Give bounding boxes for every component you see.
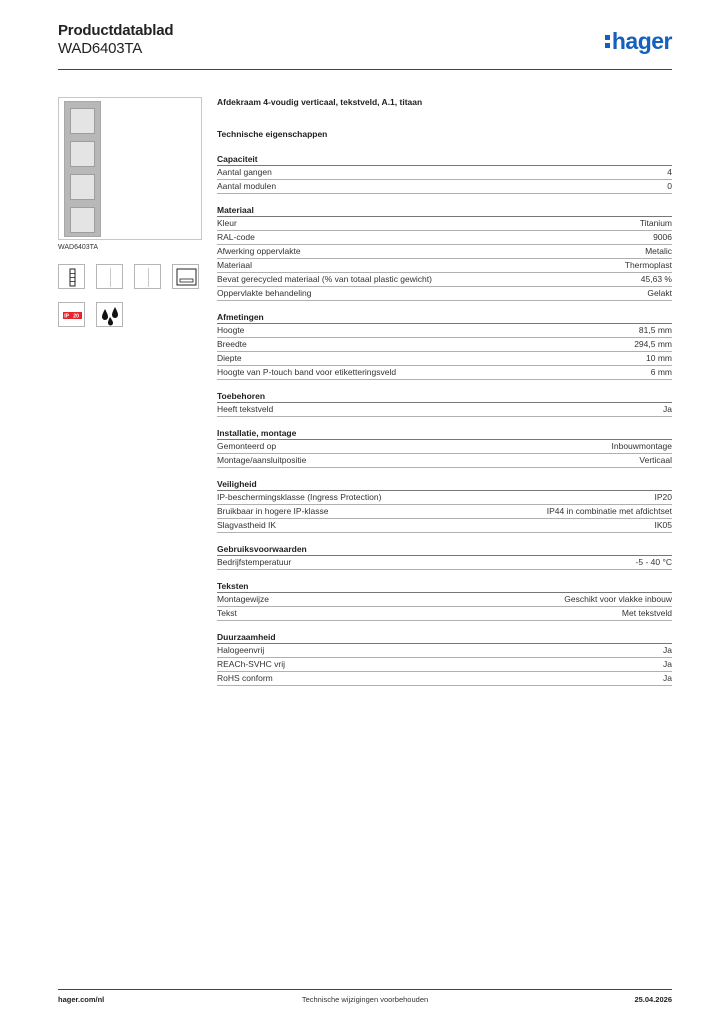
image-caption: WAD6403TA	[58, 244, 99, 251]
property-value: 6 mm	[650, 367, 672, 377]
property-row	[217, 273, 672, 287]
property-row	[217, 352, 672, 366]
section-title: Duurzaamheid	[217, 631, 672, 644]
property-row	[217, 519, 672, 533]
property-row	[217, 607, 672, 621]
section-title: Toebehoren	[217, 390, 672, 403]
property-sections	[217, 153, 672, 686]
logo-dots-icon	[605, 32, 611, 50]
property-section	[217, 153, 672, 194]
property-section	[217, 543, 672, 570]
blank-frame-icon	[134, 264, 161, 289]
property-value: Met tekstveld	[621, 608, 672, 618]
property-row	[217, 454, 672, 468]
property-label: Heeft tekstveld	[217, 404, 274, 414]
label-field-icon	[172, 264, 199, 289]
property-label: Aantal gangen	[217, 167, 272, 177]
property-row	[217, 231, 672, 245]
property-value: 294,5 mm	[634, 339, 672, 349]
property-label: IP-beschermingsklasse (Ingress Protection)	[217, 492, 382, 502]
property-value: 9006	[653, 232, 672, 242]
quad-vertical-icon	[58, 264, 85, 289]
property-label: Hoogte van P-touch band voor etiketteringsveld	[217, 367, 397, 377]
property-row	[217, 217, 672, 231]
ip20-icon	[58, 302, 85, 327]
property-value: IK05	[654, 520, 672, 530]
property-value: 0	[667, 181, 672, 191]
property-label: Gemonteerd op	[217, 441, 277, 451]
property-label: Aantal modulen	[217, 181, 277, 191]
property-row	[217, 505, 672, 519]
property-row	[217, 658, 672, 672]
footer-note: Technische wijzigingen voorbehouden	[301, 995, 429, 1004]
property-value: IP44 in combinatie met afdichtset	[546, 506, 672, 516]
section-title: Materiaal	[217, 204, 672, 217]
property-section	[217, 204, 672, 301]
property-value: Metalic	[645, 246, 672, 256]
blank-frame-icon	[96, 264, 123, 289]
property-value: 4	[667, 167, 672, 177]
property-row	[217, 556, 672, 570]
property-value: Inbouwmontage	[611, 441, 672, 451]
product-code: WAD6403TA	[58, 40, 143, 57]
property-value: Titanium	[639, 218, 672, 228]
property-label: Bruikbaar in hogere IP-klasse	[217, 506, 329, 516]
property-label: Hoogte	[217, 325, 245, 335]
property-row	[217, 593, 672, 607]
property-label: Afwerking oppervlakte	[217, 246, 301, 256]
property-value: 10 mm	[646, 353, 672, 363]
product-description: Afdekraam 4-voudig verticaal, tekstveld, A.1, titaan	[217, 97, 423, 107]
hager-logo	[605, 28, 672, 55]
property-label: Bevat gerecycled materiaal (% van totaal plastic gewicht)	[217, 274, 432, 284]
property-row	[217, 180, 672, 194]
property-value: Ja	[663, 404, 672, 414]
property-section	[217, 427, 672, 468]
property-section	[217, 580, 672, 621]
property-label: Kleur	[217, 218, 237, 228]
ip-badge-text: IP	[64, 313, 69, 320]
property-row	[217, 259, 672, 273]
cover-frame-illustration	[64, 101, 101, 237]
property-value: Ja	[663, 659, 672, 669]
property-row	[217, 366, 672, 380]
section-title: Teksten	[217, 580, 672, 593]
property-row	[217, 403, 672, 417]
property-label: Breedte	[217, 339, 247, 349]
property-value: 81,5 mm	[638, 325, 672, 335]
property-value: Gelakt	[647, 288, 672, 298]
property-row	[217, 672, 672, 686]
property-value: Ja	[663, 645, 672, 655]
property-row	[217, 491, 672, 505]
page-header	[58, 22, 672, 68]
footer-date: 25.04.2026	[634, 995, 672, 1004]
property-row	[217, 440, 672, 454]
property-row	[217, 245, 672, 259]
property-value: Thermoplast	[624, 260, 672, 270]
section-title: Gebruiksvoorwaarden	[217, 543, 672, 556]
property-label: Montage/aansluitpositie	[217, 455, 307, 465]
property-row	[217, 338, 672, 352]
property-section	[217, 631, 672, 686]
property-label: Tekst	[217, 608, 237, 618]
property-value: 45,63 %	[640, 274, 672, 284]
header-divider	[58, 69, 672, 70]
ip-badge-number: 20	[73, 313, 79, 320]
property-label: Slagvastheid IK	[217, 520, 277, 530]
property-label: Bedrijfstemperatuur	[217, 557, 292, 567]
product-image	[58, 97, 202, 240]
section-title: Capaciteit	[217, 153, 672, 166]
property-label: RAL-code	[217, 232, 255, 242]
footer-website[interactable]: hager.com/nl	[58, 995, 105, 1004]
property-row	[217, 644, 672, 658]
property-value: -5 - 40 °C	[635, 557, 672, 567]
document-title: Productdatablad	[58, 22, 174, 39]
property-value: Verticaal	[639, 455, 672, 465]
property-label: Montagewijze	[217, 594, 269, 604]
property-row	[217, 324, 672, 338]
section-title: Veiligheid	[217, 478, 672, 491]
property-label: REACh-SVHC vrij	[217, 659, 286, 669]
property-label: Materiaal	[217, 260, 252, 270]
property-row	[217, 166, 672, 180]
property-row	[217, 287, 672, 301]
property-value: Ja	[663, 673, 672, 683]
property-label: Halogeenvrij	[217, 645, 265, 655]
section-title: Installatie, montage	[217, 427, 672, 440]
water-drops-icon	[96, 302, 123, 327]
property-value: Geschikt voor vlakke inbouw	[564, 594, 672, 604]
properties-heading: Technische eigenschappen	[217, 129, 328, 139]
property-section	[217, 311, 672, 380]
property-label: RoHS conform	[217, 673, 273, 683]
property-value: IP20	[654, 492, 672, 502]
property-section	[217, 390, 672, 417]
logo-text: hager	[611, 28, 672, 54]
property-label: Oppervlakte behandeling	[217, 288, 312, 298]
property-label: Diepte	[217, 353, 242, 363]
property-section	[217, 478, 672, 533]
main-content	[217, 97, 672, 696]
footer-divider	[58, 989, 672, 990]
section-title: Afmetingen	[217, 311, 672, 324]
